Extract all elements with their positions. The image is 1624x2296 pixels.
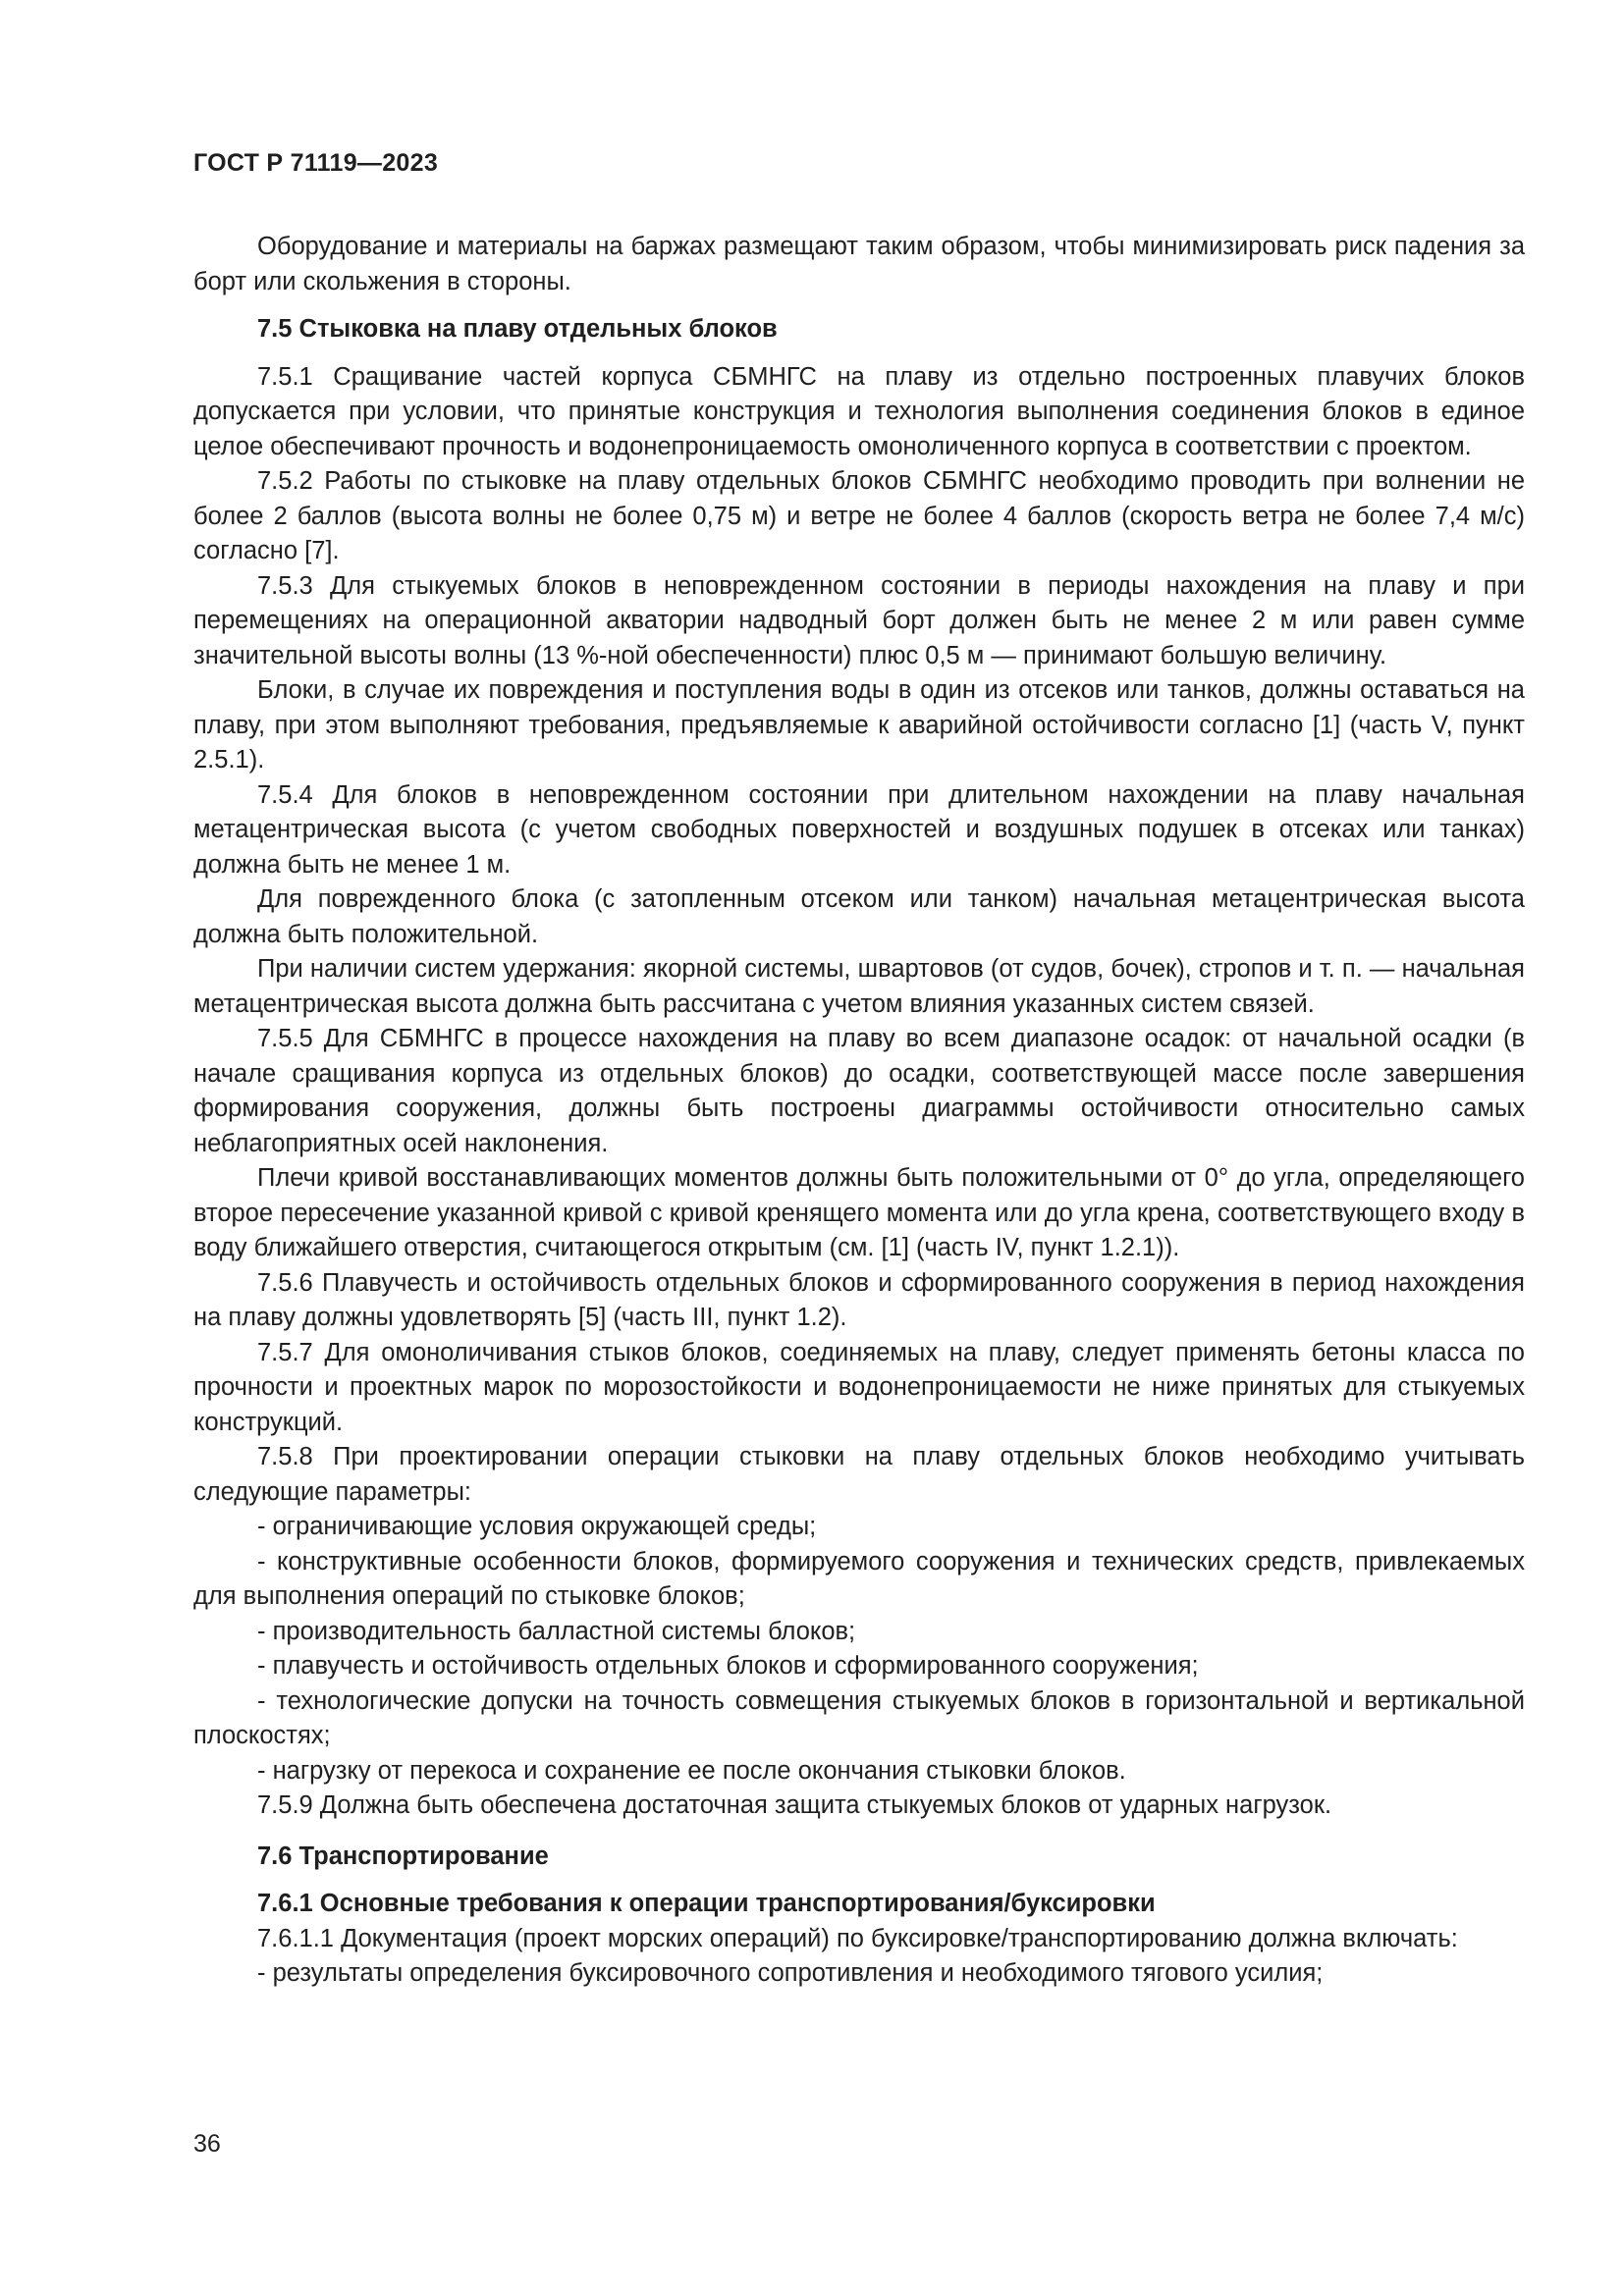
paragraph-7-5-9: 7.5.9 Должна быть обеспечена достаточная защита стыкуемых блоков от ударных нагрузок. <box>257 1791 1332 1819</box>
list-item: - технологические допуски на точность совмещения стыкуемых блоков в горизонтальной и вертикальной плоскостях; <box>193 1686 1525 1749</box>
paragraph: Оборудование и материалы на баржах размещают таким образом, чтобы минимизировать риск падения за борт или скольжения в стороны. <box>193 233 1525 295</box>
section-heading-7-5: 7.5 Стыковка на плаву отдельных блоков <box>257 315 778 343</box>
paragraph-7-5-2: 7.5.2 Работы по стыковке на плаву отдельных блоков СБМНГС необходимо проводить при волнении не более 2 баллов (высота волны не более 0,75 м) и ветре не более 4 баллов (скорость ветра не более 7,4 м/с) согласно [7]. <box>193 467 1525 564</box>
section-heading-7-6: 7.6 Транспортирование <box>257 1842 549 1870</box>
document-code: ГОСТ Р 71119—2023 <box>193 149 439 177</box>
list-item: - нагрузку от перекоса и сохранение ее после окончания стыковки блоков. <box>257 1756 1126 1785</box>
subsection-heading-7-6-1: 7.6.1 Основные требования к операции транспортирования/буксировки <box>257 1890 1156 1917</box>
paragraph-7-6-1-1: 7.6.1.1 Документация (проект морских операций) по буксировке/транспортированию должна включать: <box>257 1924 1458 1952</box>
paragraph-7-5-4: 7.5.4 Для блоков в неповрежденном состоянии при длительном нахождении на плаву начальная метацентрическая высота (с учетом свободных поверхностей и воздушных подушек в отсеках или танках) должна быть не менее 1 м. <box>193 780 1525 879</box>
list-item: - ограничивающие условия окружающей среды; <box>257 1513 817 1540</box>
paragraph-7-5-8: 7.5.8 При проектировании операции стыковки на плаву отдельных блоков необходимо учитывать следующие параметры: <box>193 1443 1525 1506</box>
paragraph-7-5-5: 7.5.5 Для СБМНГС в процессе нахождения на плаву во всем диапазоне осадок: от начальной осадки (в начале сращивания корпуса из отдельных блоков) до осадки, соответствующей массе после завершения формирования сооружения, должны быть построены диаграммы остойчивости относительно самых неблагоприятных осей наклонения. <box>193 1025 1525 1157</box>
paragraph: При наличии систем удержания: якорной системы, швартовов (от судов, бочек), стропов и т. п. — начальная метацентрическая высота должна быть рассчитана с учетом влияния указанных систем связей. <box>193 955 1525 1018</box>
paragraph-7-5-3: 7.5.3 Для стыкуемых блоков в неповрежденном состоянии в периоды нахождения на плаву и при перемещениях на операционной акватории надводный борт должен быть не менее 2 м или равен сумме значительной высоты волны (13 %-ной обеспеченности) плюс 0,5 м — принимают большую величину. <box>193 571 1525 669</box>
paragraph: Для поврежденного блока (с затопленным отсеком или танком) начальная метацентрическая высота должна быть положительной. <box>193 885 1525 948</box>
document-body <box>193 230 1525 1992</box>
list-item: - плавучесть и остойчивость отдельных блоков и сформированного сооружения; <box>257 1652 1199 1680</box>
paragraph: Плечи кривой восстанавливающих моментов должны быть положительными от 0° до угла, определяющего второе пересечение указанной кривой с кривой кренящего момента или до угла крена, соответствующего входу в воду ближайшего отверстия, считающегося открытым (см. [1] (часть IV, пункт 1.2.1)). <box>193 1164 1525 1261</box>
list-item: - производительность балластной системы блоков; <box>257 1617 856 1645</box>
list-item: - результаты определения буксировочного сопротивления и необходимого тягового усилия; <box>257 1959 1324 1987</box>
paragraph: Блоки, в случае их повреждения и поступления воды в один из отсеков или танков, должны оставаться на плаву, при этом выполняют требования, предъявляемые к аварийной остойчивости согласно [1] (часть V, пункт 2.5.1). <box>193 676 1525 774</box>
paragraph-7-5-1: 7.5.1 Сращивание частей корпуса СБМНГС на плаву из отдельно построенных плавучих блоков допускается при условии, что принятые конструкция и технология выполнения соединения блоков в единое целое обеспечивают прочность и водонепроницаемость омоноличенного корпуса в соответствии с проектом. <box>193 362 1525 460</box>
page-number: 36 <box>193 2130 221 2158</box>
list-item: - конструктивные особенности блоков, формируемого сооружения и технических средств, привлекаемых для выполнения операций по стыковке блоков; <box>193 1547 1525 1610</box>
paragraph-7-5-6: 7.5.6 Плавучесть и остойчивость отдельных блоков и сформированного сооружения в период нахождения на плаву должны удовлетворять [5] (часть III, пункт 1.2). <box>193 1268 1525 1331</box>
paragraph-7-5-7: 7.5.7 Для омоноличивания стыков блоков, соединяемых на плаву, следует применять бетоны класса по прочности и проектных марок по морозостойкости и водонепроницаемости не ниже принятых для стыкуемых конструкций. <box>193 1338 1525 1436</box>
